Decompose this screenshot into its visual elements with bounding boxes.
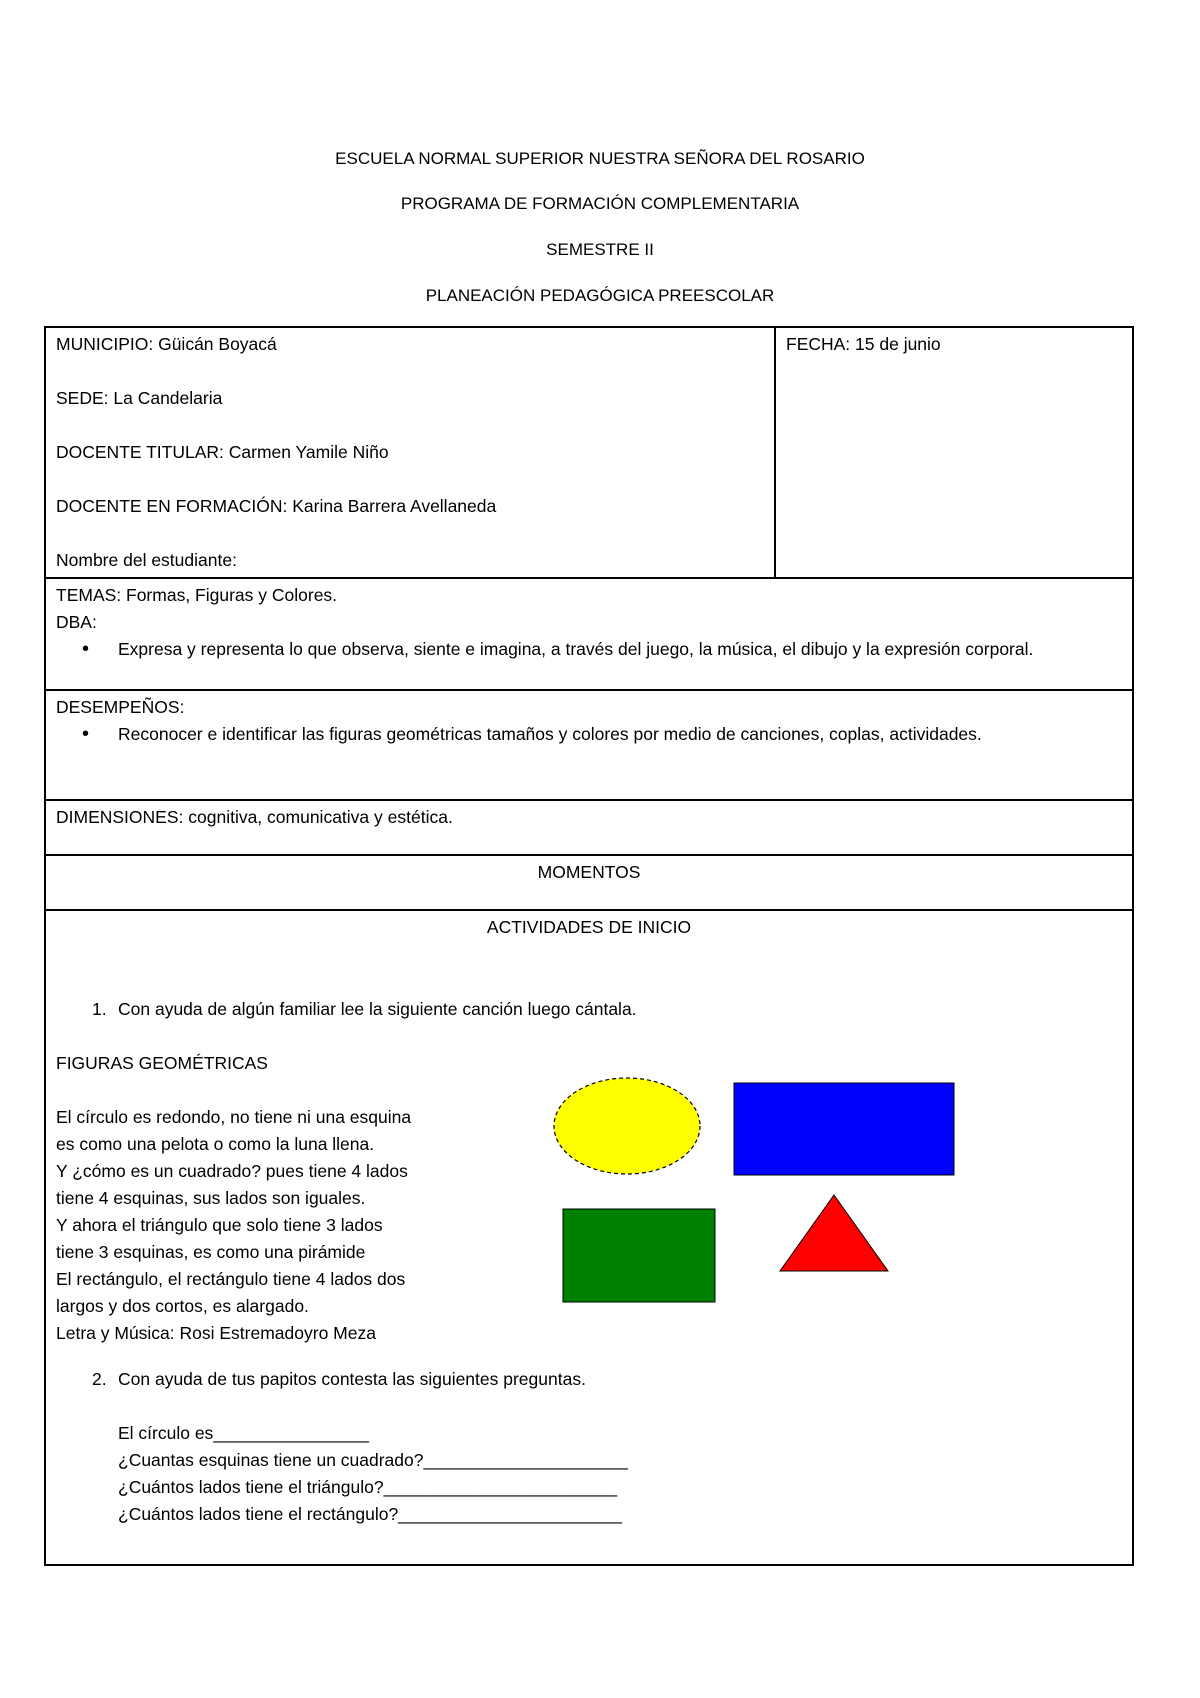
song-line: El rectángulo, el rectángulo tiene 4 lados dos	[56, 1269, 406, 1289]
desempenos-list	[56, 721, 1122, 748]
fecha-line: FECHA: 15 de junio	[786, 334, 941, 354]
questions-block	[56, 1420, 1122, 1528]
song-lyrics	[56, 1104, 411, 1347]
dba-list	[56, 636, 1122, 663]
header-program: PROGRAMA DE FORMACIÓN COMPLEMENTARIA	[400, 194, 800, 213]
header-planning-title: PLANEACIÓN PEDAGÓGICA PREESCOLAR	[425, 286, 775, 305]
docente-titular-line: DOCENTE TITULAR: Carmen Yamile Niño	[56, 442, 389, 462]
desempenos-label: DESEMPEÑOS:	[56, 697, 185, 717]
temas-row	[45, 578, 1133, 690]
song-line: tiene 3 esquinas, es como una pirámide	[56, 1242, 366, 1262]
song-title: FIGURAS GEOMÉTRICAS	[56, 1053, 268, 1073]
song-block	[56, 1104, 1122, 1354]
desempenos-item: • Reconocer e identificar las figuras geométricas tamaños y colores por medio de canciones, coplas, actividades.	[118, 721, 1122, 748]
question-square-corners: ¿Cuantas esquinas tiene un cuadrado?_____________________	[118, 1450, 628, 1470]
actividades-cell	[45, 910, 1133, 1565]
nombre-estudiante-line: Nombre del estudiante:	[56, 550, 237, 570]
desempenos-row	[45, 690, 1133, 800]
dimensiones-row	[45, 800, 1133, 855]
actividades-title: ACTIVIDADES DE INICIO	[486, 917, 692, 937]
activity-item-1	[56, 996, 1122, 1023]
municipio-line: MUNICIPIO: Güicán Boyacá	[56, 334, 277, 354]
planning-table	[44, 326, 1134, 1566]
song-line: El círculo es redondo, no tiene ni una esquina	[56, 1107, 412, 1127]
activity-number-1: 1.	[92, 999, 107, 1019]
info-row	[45, 327, 1133, 578]
green-square-shape	[563, 1209, 715, 1302]
song-line: tiene 4 esquinas, sus lados son iguales.	[56, 1188, 366, 1208]
song-line: es como una pelota o como la luna llena.	[56, 1134, 375, 1154]
question-circle: El círculo es________________	[118, 1423, 370, 1443]
header-school-name: ESCUELA NORMAL SUPERIOR NUESTRA SEÑORA DEL ROSARIO	[335, 149, 865, 168]
activity-text-1: Con ayuda de algún familiar lee la siguiente canción luego cántala.	[118, 999, 637, 1019]
docente-formacion-line: DOCENTE EN FORMACIÓN: Karina Barrera Avellaneda	[56, 496, 497, 516]
geometric-shapes-illustration	[551, 1076, 1001, 1326]
activity-item-2	[56, 1366, 1122, 1393]
song-line: Letra y Música: Rosi Estremadoyro Meza	[56, 1323, 376, 1343]
song-line: largos y dos cortos, es alargado.	[56, 1296, 309, 1316]
dba-label: DBA:	[56, 612, 97, 632]
desempenos-cell	[45, 690, 1133, 800]
header-semester: SEMESTRE II	[546, 240, 654, 259]
dba-item: • Expresa y representa lo que observa, siente e imagina, a través del juego, la música, el dibujo y la expresión corporal.	[118, 636, 1122, 663]
momentos-row	[45, 855, 1133, 910]
song-line: Y ahora el triángulo que solo tiene 3 lados	[56, 1215, 383, 1235]
activity-number-2: 2.	[92, 1369, 107, 1389]
dimensiones-cell: DIMENSIONES: cognitiva, comunicativa y estética.	[45, 800, 1133, 855]
red-triangle-shape	[780, 1195, 888, 1271]
temas-line: TEMAS: Formas, Figuras y Colores.	[56, 585, 338, 605]
yellow-circle-shape	[554, 1078, 700, 1174]
info-cell	[45, 327, 775, 578]
momentos-cell: MOMENTOS	[45, 855, 1133, 910]
question-triangle-sides: ¿Cuántos lados tiene el triángulo?________________________	[118, 1477, 618, 1497]
temas-cell	[45, 578, 1133, 690]
activity-text-2: Con ayuda de tus papitos contesta las siguientes preguntas.	[118, 1369, 586, 1389]
fecha-cell	[775, 327, 1133, 578]
sede-line: SEDE: La Candelaria	[56, 388, 223, 408]
song-line: Y ¿cómo es un cuadrado? pues tiene 4 lados	[56, 1161, 408, 1181]
actividades-row	[45, 910, 1133, 1565]
blue-rectangle-shape	[734, 1083, 954, 1175]
question-rectangle-sides: ¿Cuántos lados tiene el rectángulo?_______________________	[118, 1504, 623, 1524]
